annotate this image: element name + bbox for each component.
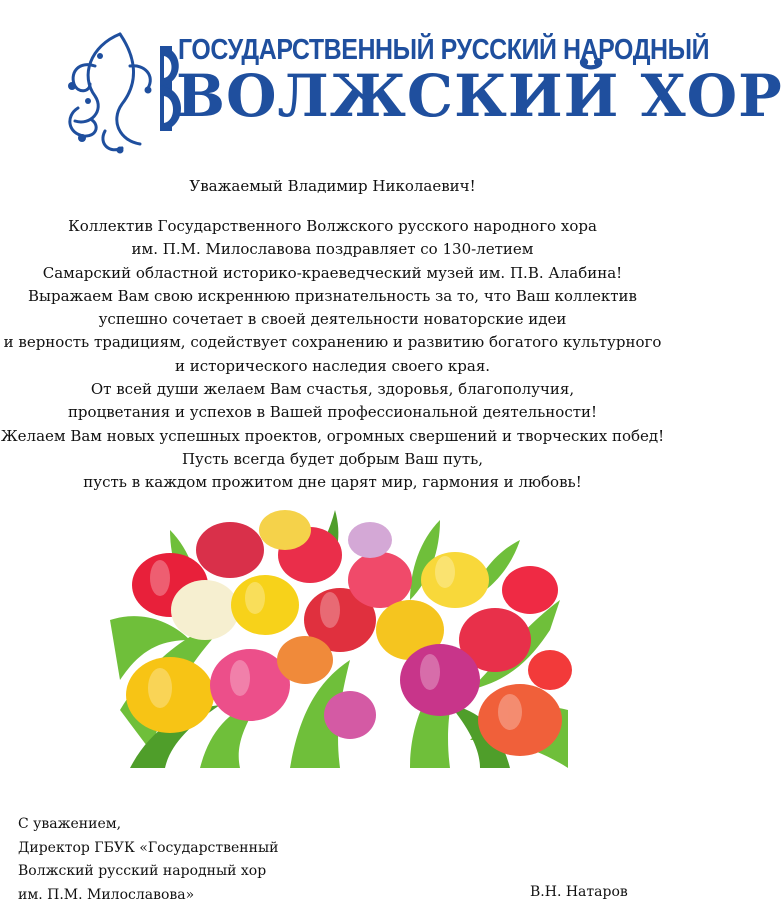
ornament-icon xyxy=(60,26,180,156)
signature-line: С уважением, xyxy=(18,813,278,837)
signature-block xyxy=(18,813,278,907)
letter-line: процветания и успехов в Вашей профессиональной деятельности! xyxy=(0,401,665,424)
letter-line: Самарский областной историко-краеведческий музей им. П.В. Алабина! xyxy=(0,262,665,285)
tulip-bouquet-icon xyxy=(110,510,568,768)
letter-line: Пусть всегда будет добрым Ваш путь, xyxy=(0,448,665,471)
letter-line: и верность традициям, содействует сохранению и развитию богатого культурного xyxy=(0,331,665,354)
letter-text xyxy=(0,215,665,495)
signature-line: им. П.М. Милославова» xyxy=(18,884,278,907)
logo-line1: ГОСУДАРСТВЕННЫЙ РУССКИЙ НАРОДНЫЙ xyxy=(178,34,709,67)
letter-line: им. П.М. Милославова поздравляет со 130-летием xyxy=(0,238,665,261)
letter-line: Желаем Вам новых успешных проектов, огромных свершений и творческих побед! xyxy=(0,425,665,448)
letter-line: пусть в каждом прожитом дне царят мир, гармония и любовь! xyxy=(0,471,665,494)
letter-line: От всей души желаем Вам счастья, здоровья, благополучия, xyxy=(0,378,665,401)
header-logo xyxy=(60,26,620,156)
logo-line2: ВОЛЖСКИЙ ХОР xyxy=(176,62,783,130)
signature-line: Волжский русский народный хор xyxy=(18,860,278,884)
letter-line: успешно сочетает в своей деятельности новаторские идеи xyxy=(0,308,665,331)
letter-line: и исторического наследия своего края. xyxy=(0,355,665,378)
letter-body xyxy=(0,175,665,495)
letter-line: Выражаем Вам свою искреннюю признательность за то, что Ваш коллектив xyxy=(0,285,665,308)
director-name: В.Н. Натаров xyxy=(530,884,628,900)
letter-line: Коллектив Государственного Волжского русского народного хора xyxy=(0,215,665,238)
signature-line: Директор ГБУК «Государственный xyxy=(18,837,278,861)
letter-greeting: Уважаемый Владимир Николаевич! xyxy=(0,175,665,197)
